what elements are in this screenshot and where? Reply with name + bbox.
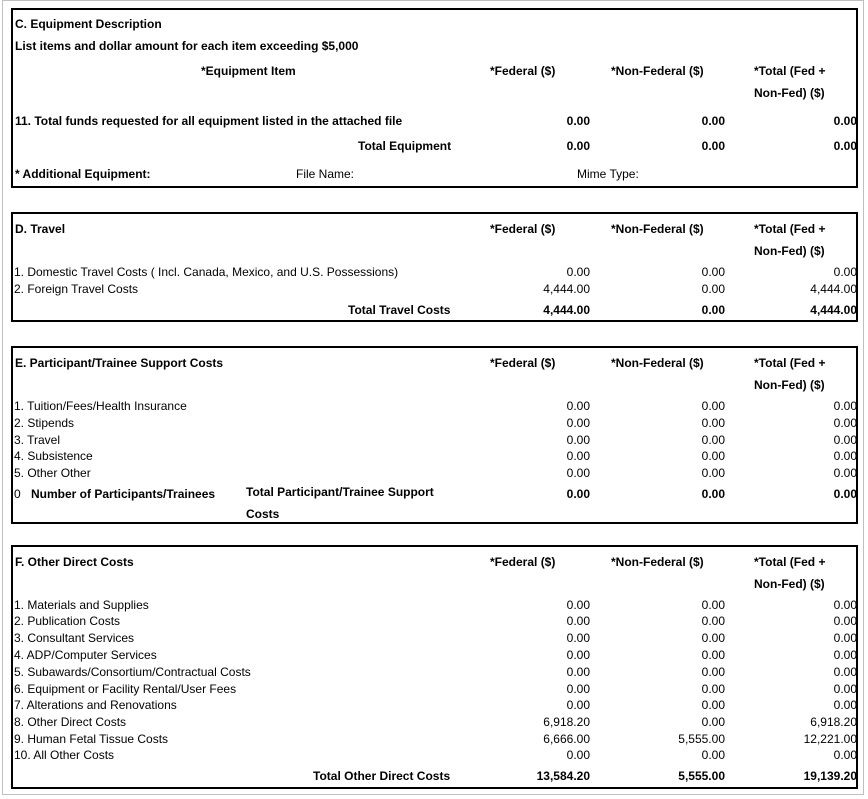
equipment-funds-nonfederal: 0.00 [701,114,725,128]
equipment-funds-federal: 0.00 [566,114,590,128]
section-subtitle: List items and dollar amount for each item exceeding $5,000 [15,39,359,53]
participant-row-label: 1. Tuition/Fees/Health Insurance [14,399,187,413]
col-header-total-line2: Non-Fed) ($) [754,86,825,100]
other-row-label: 5. Subawards/Consortium/Contractual Costs [14,665,251,679]
other-row-total: 0.00 [833,748,857,762]
travel-section [11,212,858,322]
total-participant-nonfederal: 0.00 [701,487,725,501]
other-row-label: 3. Consultant Services [14,631,135,645]
col-header-total-line2: Non-Fed) ($) [754,244,825,258]
participants-label: Number of Participants/Trainees [31,487,216,501]
participant-row-total: 0.00 [833,449,857,463]
total-other-total: 19,139.20 [803,769,857,783]
other-row-nonfederal: 0.00 [701,648,725,662]
participant-row-nonfederal: 0.00 [701,399,725,413]
participant-row-total: 0.00 [833,399,857,413]
other-row-label: 4. ADP/Computer Services [14,648,157,662]
total-travel-nonfederal: 0.00 [701,303,725,317]
participant-row-total: 0.00 [833,433,857,447]
file-name-label: File Name: [296,167,355,181]
total-travel-total: 4,444.00 [810,303,857,317]
col-header-total-line2: Non-Fed) ($) [754,577,825,591]
total-other-label: Total Other Direct Costs [313,769,451,783]
other-row-total: 0.00 [833,614,857,628]
col-header-nonfederal: *Non-Federal ($) [611,222,704,236]
equipment-section [11,8,858,188]
col-header-federal: *Federal ($) [490,555,556,569]
other-row-federal: 0.00 [566,682,590,696]
col-header-total: *Total (Fed + [754,356,826,370]
other-row-federal: 6,666.00 [543,732,590,746]
col-header-total-line2: Non-Fed) ($) [754,378,825,392]
travel-row-label: 1. Domestic Travel Costs ( Incl. Canada, Mexico, and U.S. Possessions) [14,265,399,279]
col-header-nonfederal: *Non-Federal ($) [611,64,704,78]
participant-row-label: 5. Other Other [14,466,91,480]
section-title: D. Travel [15,222,66,236]
travel-row-federal: 0.00 [566,265,590,279]
travel-row-total: 0.00 [833,265,857,279]
participant-row-nonfederal: 0.00 [701,449,725,463]
travel-row-nonfederal: 0.00 [701,282,725,296]
total-equipment-total: 0.00 [833,139,857,153]
other-row-label: 9. Human Fetal Tissue Costs [14,732,169,746]
participant-row-federal: 0.00 [566,433,590,447]
mime-type-label: Mime Type: [577,167,639,181]
other-row-federal: 0.00 [566,631,590,645]
total-travel-federal: 4,444.00 [543,303,590,317]
other-row-nonfederal: 0.00 [701,614,725,628]
other-row-federal: 0.00 [566,698,590,712]
col-header-nonfederal: *Non-Federal ($) [611,555,704,569]
total-equipment-federal: 0.00 [566,139,590,153]
col-header-total: *Total (Fed + [754,64,826,78]
equipment-funds-label: 11. Total funds requested for all equipment listed in the attached file [15,114,403,128]
additional-equipment-label: * Additional Equipment: [15,167,151,181]
other-row-nonfederal: 0.00 [701,598,725,612]
col-header-item: *Equipment Item [201,64,296,78]
other-row-nonfederal: 0.00 [701,682,725,696]
other-row-federal: 6,918.20 [543,715,590,729]
col-header-nonfederal: *Non-Federal ($) [611,356,704,370]
other-row-total: 0.00 [833,648,857,662]
total-equipment-nonfederal: 0.00 [701,139,725,153]
other-row-label: 1. Materials and Supplies [14,598,149,612]
participant-row-label: 3. Travel [14,433,61,447]
other-row-nonfederal: 0.00 [701,698,725,712]
total-participant-label-line2: Costs [246,507,280,521]
section-title: E. Participant/Trainee Support Costs [15,356,224,370]
participants-count: 0 [14,487,21,501]
total-participant-federal: 0.00 [566,487,590,501]
other-row-total: 0.00 [833,631,857,645]
travel-row-total: 4,444.00 [810,282,857,296]
participant-row-total: 0.00 [833,416,857,430]
travel-row-nonfederal: 0.00 [701,265,725,279]
travel-row-federal: 4,444.00 [543,282,590,296]
other-row-total: 6,918.20 [810,715,857,729]
other-row-total: 0.00 [833,682,857,696]
total-travel-label: Total Travel Costs [348,303,451,317]
other-row-nonfederal: 0.00 [701,715,725,729]
participant-row-total: 0.00 [833,466,857,480]
other-row-total: 12,221.00 [803,732,857,746]
participant-row-federal: 0.00 [566,449,590,463]
participant-row-nonfederal: 0.00 [701,416,725,430]
section-title: C. Equipment Description [15,17,162,31]
travel-row-label: 2. Foreign Travel Costs [14,282,139,296]
total-other-nonfederal: 5,555.00 [678,769,725,783]
other-row-nonfederal: 0.00 [701,748,725,762]
other-row-total: 0.00 [833,698,857,712]
other-row-nonfederal: 5,555.00 [678,732,725,746]
participant-row-nonfederal: 0.00 [701,466,725,480]
participant-row-federal: 0.00 [566,416,590,430]
total-participant-label: Total Participant/Trainee Support [246,485,434,499]
other-row-nonfederal: 0.00 [701,665,725,679]
participant-row-label: 2. Stipends [14,416,75,430]
total-other-federal: 13,584.20 [536,769,590,783]
participant-row-federal: 0.00 [566,399,590,413]
equipment-funds-total: 0.00 [833,114,857,128]
total-equipment-label: Total Equipment [358,139,452,153]
other-direct-costs-section [11,545,858,789]
other-row-label: 7. Alterations and Renovations [14,698,177,712]
col-header-total: *Total (Fed + [754,222,826,236]
other-row-federal: 0.00 [566,614,590,628]
section-title: F. Other Direct Costs [15,555,134,569]
col-header-federal: *Federal ($) [490,64,556,78]
other-row-label: 6. Equipment or Facility Rental/User Fees [14,682,237,696]
other-row-federal: 0.00 [566,598,590,612]
total-participant-total: 0.00 [833,487,857,501]
participant-row-nonfederal: 0.00 [701,433,725,447]
participant-row-label: 4. Subsistence [14,449,93,463]
other-row-label: 10. All Other Costs [14,748,115,762]
other-row-nonfederal: 0.00 [701,631,725,645]
other-row-federal: 0.00 [566,665,590,679]
other-row-federal: 0.00 [566,748,590,762]
participant-section [11,346,858,524]
col-header-federal: *Federal ($) [490,356,556,370]
other-row-total: 0.00 [833,665,857,679]
other-row-federal: 0.00 [566,648,590,662]
participant-row-federal: 0.00 [566,466,590,480]
other-row-label: 2. Publication Costs [14,614,121,628]
col-header-federal: *Federal ($) [490,222,556,236]
col-header-total: *Total (Fed + [754,555,826,569]
other-row-label: 8. Other Direct Costs [14,715,127,729]
other-row-total: 0.00 [833,598,857,612]
